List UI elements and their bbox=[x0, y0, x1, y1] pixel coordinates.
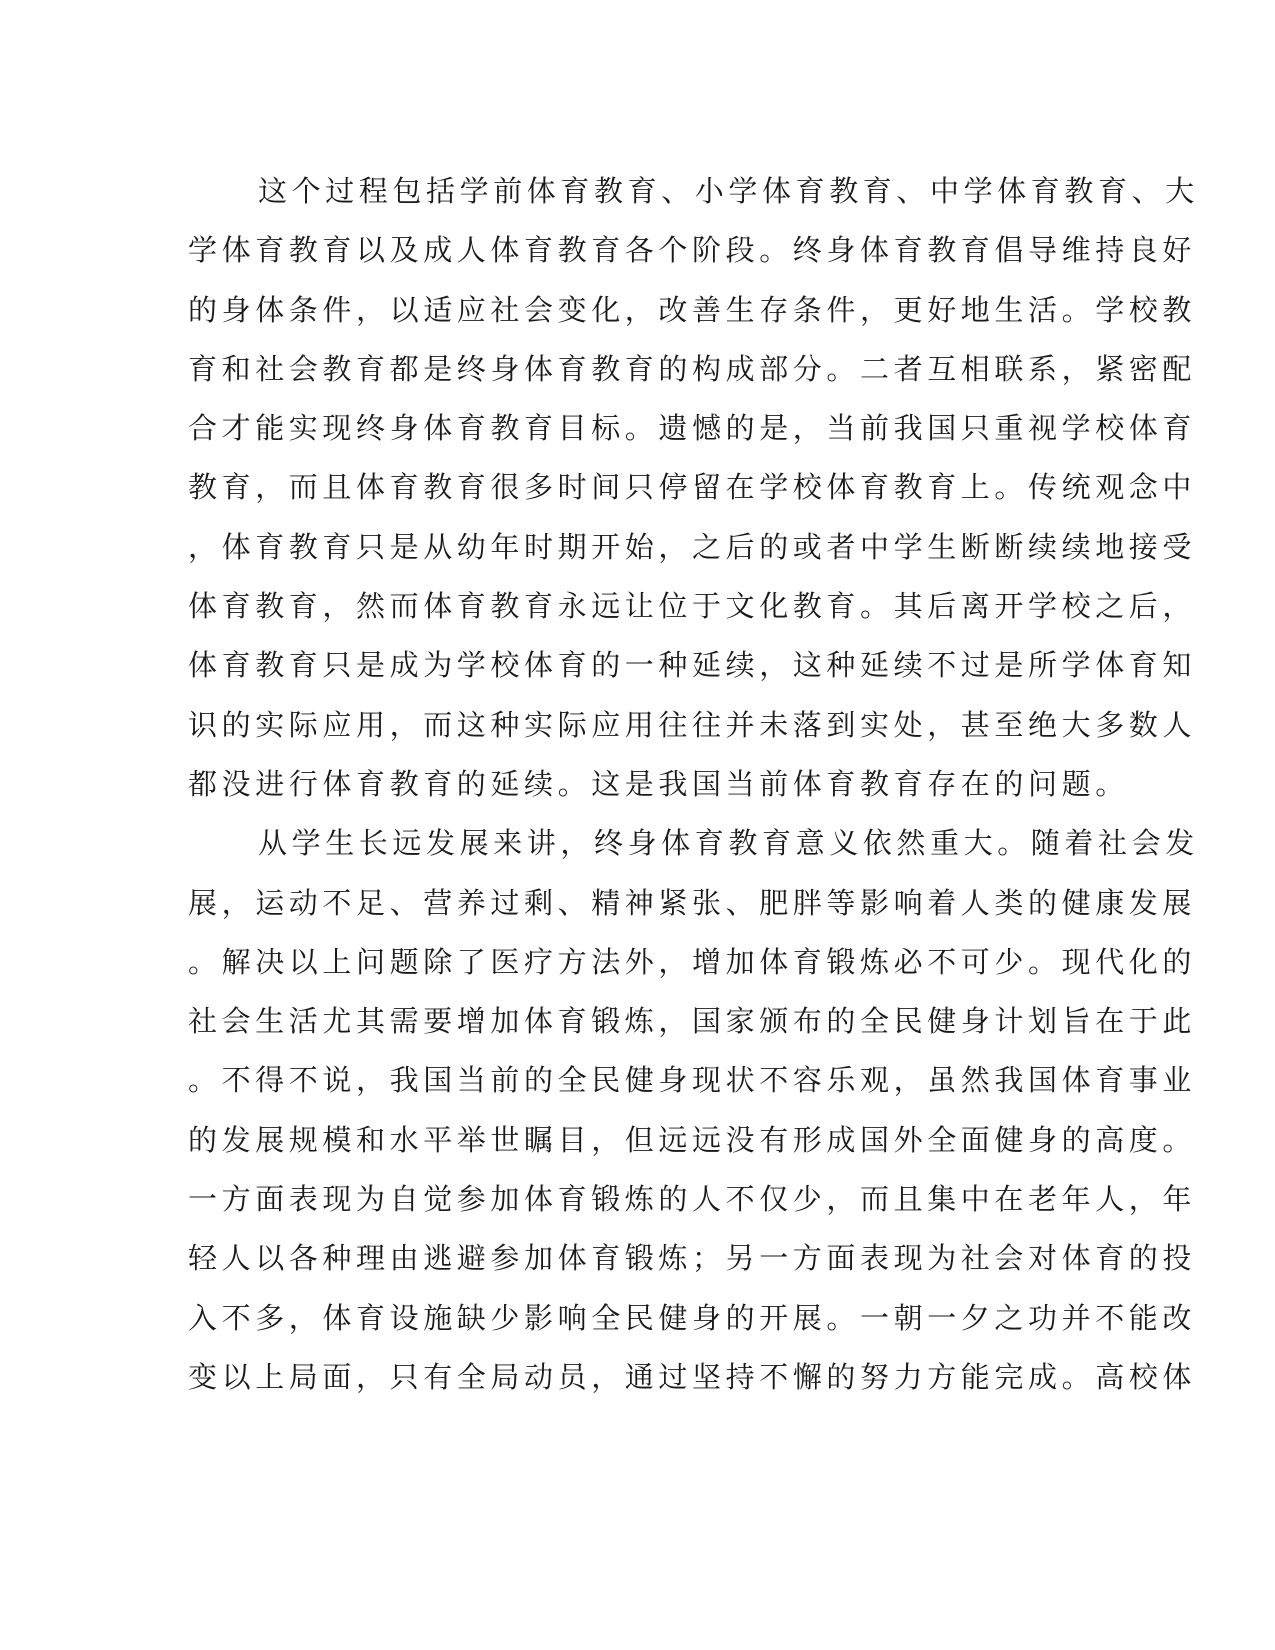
paragraph-2 bbox=[188, 814, 1199, 1407]
paragraph-line: 。解决以上问题除了医疗方法外，增加体育锻炼必不可少。现代化的 bbox=[188, 944, 1197, 979]
paragraph-1 bbox=[188, 162, 1199, 814]
paragraph-line: 从学生长远发展来讲，终身体育教育意义依然重大。随着社会发 bbox=[258, 826, 1199, 861]
paragraph-line: 都没进行体育教育的延续。这是我国当前体育教育存在的问题。 bbox=[188, 766, 1129, 801]
paragraph-line: 体育教育，然而体育教育永远让位于文化教育。其后离开学校之后， bbox=[188, 589, 1197, 624]
paragraph-line: 一方面表现为自觉参加体育锻炼的人不仅少，而且集中在老年人，年 bbox=[188, 1182, 1197, 1217]
paragraph-line: 育和社会教育都是终身体育教育的构成部分。二者互相联系，紧密配 bbox=[188, 351, 1197, 386]
paragraph-line: 变以上局面，只有全局动员，通过坚持不懈的努力方能完成。高校体 bbox=[188, 1359, 1197, 1394]
paragraph-line: 轻人以各种理由逃避参加体育锻炼；另一方面表现为社会对体育的投 bbox=[188, 1241, 1197, 1276]
paragraph-line: 教育，而且体育教育很多时间只停留在学校体育教育上。传统观念中 bbox=[188, 470, 1197, 505]
paragraph-line: 学体育教育以及成人体育教育各个阶段。终身体育教育倡导维持良好 bbox=[188, 233, 1197, 268]
document-body bbox=[188, 162, 1199, 1407]
paragraph-line: 体育教育只是成为学校体育的一种延续，这种延续不过是所学体育知 bbox=[188, 648, 1197, 683]
paragraph-line: 这个过程包括学前体育教育、小学体育教育、中学体育教育、大 bbox=[258, 174, 1199, 208]
paragraph-line: 识的实际应用，而这种实际应用往往并未落到实处，甚至绝大多数人 bbox=[188, 707, 1197, 742]
paragraph-line: 的发展规模和水平举世瞩目，但远远没有形成国外全面健身的高度。 bbox=[188, 1122, 1197, 1157]
paragraph-line: ，体育教育只是从幼年时期开始，之后的或者中学生断断续续地接受 bbox=[188, 529, 1197, 564]
paragraph-line: 展，运动不足、营养过剩、精神紧张、肥胖等影响着人类的健康发展 bbox=[188, 885, 1197, 920]
paragraph-line: 合才能实现终身体育教育目标。遗憾的是，当前我国只重视学校体育 bbox=[188, 411, 1197, 446]
paragraph-line: 。不得不说，我国当前的全民健身现状不容乐观，虽然我国体育事业 bbox=[188, 1063, 1197, 1098]
paragraph-line: 入不多，体育设施缺少影响全民健身的开展。一朝一夕之功并不能改 bbox=[188, 1300, 1197, 1335]
paragraph-line: 的身体条件，以适应社会变化，改善生存条件，更好地生活。学校教 bbox=[188, 292, 1197, 327]
paragraph-line: 社会生活尤其需要增加体育锻炼，国家颁布的全民健身计划旨在于此 bbox=[188, 1004, 1197, 1039]
